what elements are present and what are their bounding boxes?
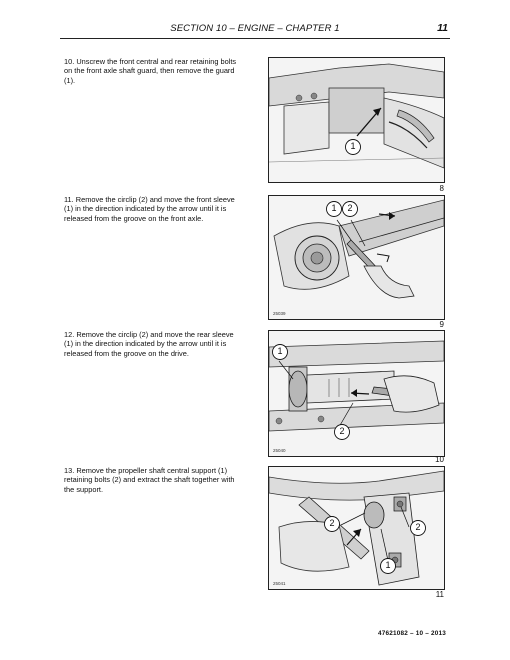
figure-8-callout-1-label: 1 xyxy=(350,141,356,151)
figure-9-number: 9 xyxy=(439,320,444,329)
step-11-text: 11. Remove the circlip (2) and move the front sleeve (1) in the direction indicated by the arrow until it is released from the groove on the front axle. xyxy=(64,195,235,223)
figure-11-code: 25041 xyxy=(273,581,286,586)
figure-10-number: 10 xyxy=(435,455,444,464)
figure-11-callout-2b-label: 2 xyxy=(415,522,421,532)
figure-9 xyxy=(268,195,445,320)
document-code: 47621082 – 10 – 2013 xyxy=(378,630,446,637)
figure-8-illustration xyxy=(269,58,444,182)
figure-9-code: 25039 xyxy=(273,311,286,316)
step-10-text: 10. Unscrew the front central and rear retaining bolts on the front axle shaft guard, then remove the guard (1). xyxy=(64,57,237,85)
figure-10-callout-1-label: 1 xyxy=(277,346,283,356)
step-12-text: 12. Remove the circlip (2) and move the rear sleeve (1) in the direction indicated by the arrow until it is released from the groove on the drive. xyxy=(64,330,234,358)
figure-10 xyxy=(268,330,445,457)
figure-9-callout-1-label: 1 xyxy=(331,203,337,213)
figure-10-callout-2-label: 2 xyxy=(339,426,345,436)
figure-10-illustration xyxy=(269,331,444,456)
figure-8 xyxy=(268,57,445,183)
page-number: 11 xyxy=(437,22,448,34)
figure-8-number: 8 xyxy=(439,184,444,193)
step-13-text: 13. Remove the propeller shaft central support (1) retaining bolts (2) and extract the shaft together with the support. xyxy=(64,466,235,494)
figure-10-code: 25040 xyxy=(273,448,286,453)
figure-11 xyxy=(268,466,445,590)
section-title: SECTION 10 – ENGINE – CHAPTER 1 xyxy=(170,23,340,34)
figure-11-number: 11 xyxy=(435,590,444,599)
figure-11-callout-2a-label: 2 xyxy=(329,518,335,528)
figure-9-callout-2-label: 2 xyxy=(347,203,353,213)
page-header xyxy=(60,22,450,39)
figure-11-callout-1-label: 1 xyxy=(385,560,391,570)
